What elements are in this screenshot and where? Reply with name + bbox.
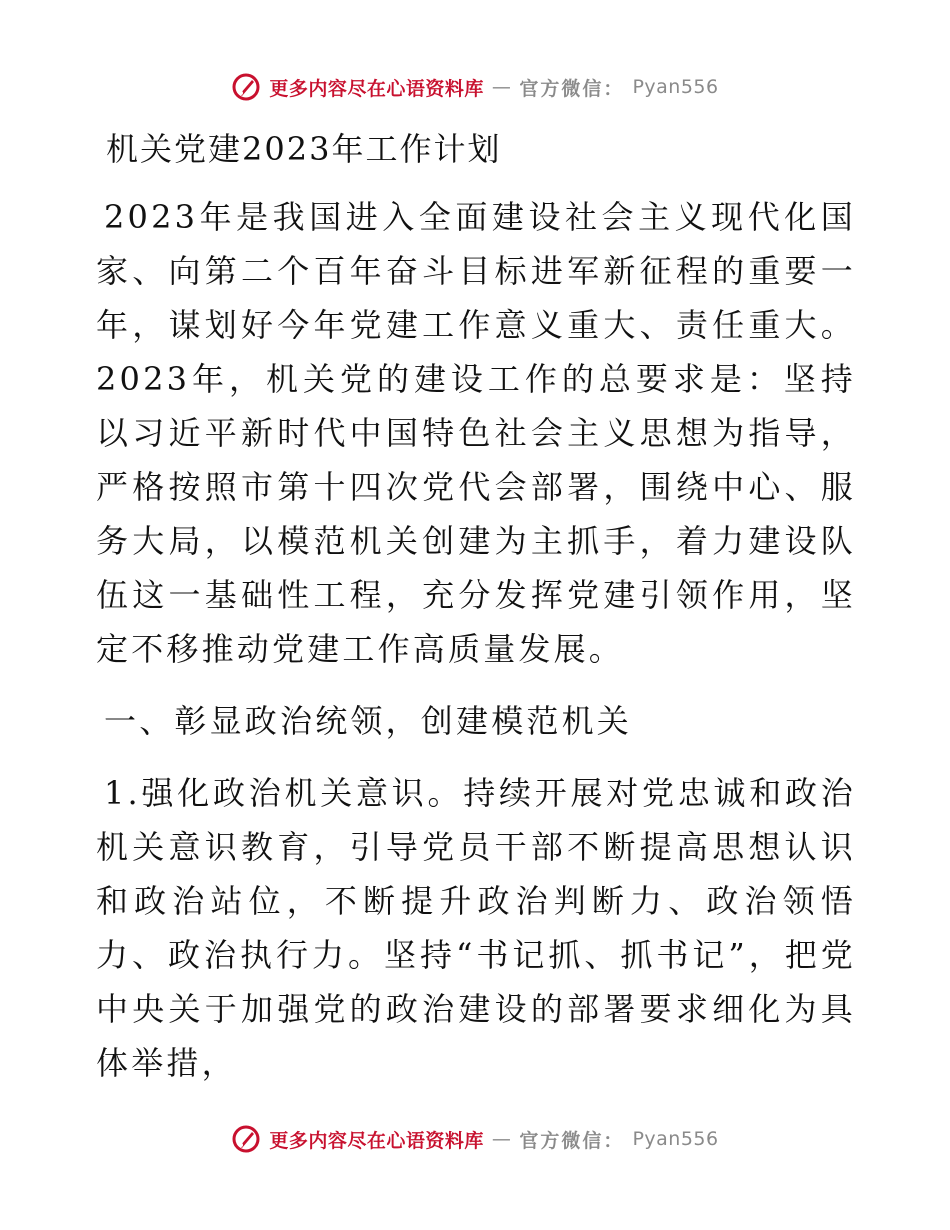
watermark-dash: — — [491, 76, 512, 98]
watermark-wechat-label: 官方微信： — [519, 77, 625, 100]
watermark-site-text: 更多内容尽在心语资料库 — [269, 1129, 484, 1152]
watermark-wechat-id: Pyan556 — [632, 1128, 719, 1150]
watermark-wechat-id: Pyan556 — [632, 76, 719, 98]
watermark-wechat-label: 官方微信： — [519, 1129, 625, 1152]
section-heading-1: 一、彰显政治统领，创建模范机关 — [104, 702, 633, 740]
pen-logo-icon — [231, 1124, 261, 1154]
header-watermark — [0, 72, 950, 102]
pen-logo-icon — [231, 72, 261, 102]
watermark-site-text: 更多内容尽在心语资料库 — [269, 77, 484, 100]
watermark-dash: — — [491, 1128, 512, 1150]
document-title: 机关党建2023年工作计划 — [106, 130, 502, 168]
paragraph-intro: 2023年是我国进入全面建设社会主义现代化国家、向第二个百年奋斗目标进军新征程的重要一年，谋划好今年党建工作意义重大、责任重大。2023年，机关党的建设工作的总要求是：坚持以习近平新时代中国特色社会主义思想为指导，严格按照市第十四次党代会部署，围绕中心、服务大局，以模范机关创建为主抓手，着力建设队伍这一基础性工程，充分发挥党建引领作用，坚定不移推动党建工作高质量发展。 — [96, 198, 856, 668]
document-body — [96, 124, 856, 1090]
footer-watermark — [0, 1124, 950, 1154]
paragraph-item-1: 1.强化政治机关意识。持续开展对党忠诚和政治机关意识教育，引导党员干部不断提高思想认识和政治站位，不断提升政治判断力、政治领悟力、政治执行力。坚持“书记抓、抓书记”，把党中央关于加强党的政治建设的部署要求细化为具体举措， — [96, 774, 856, 1082]
